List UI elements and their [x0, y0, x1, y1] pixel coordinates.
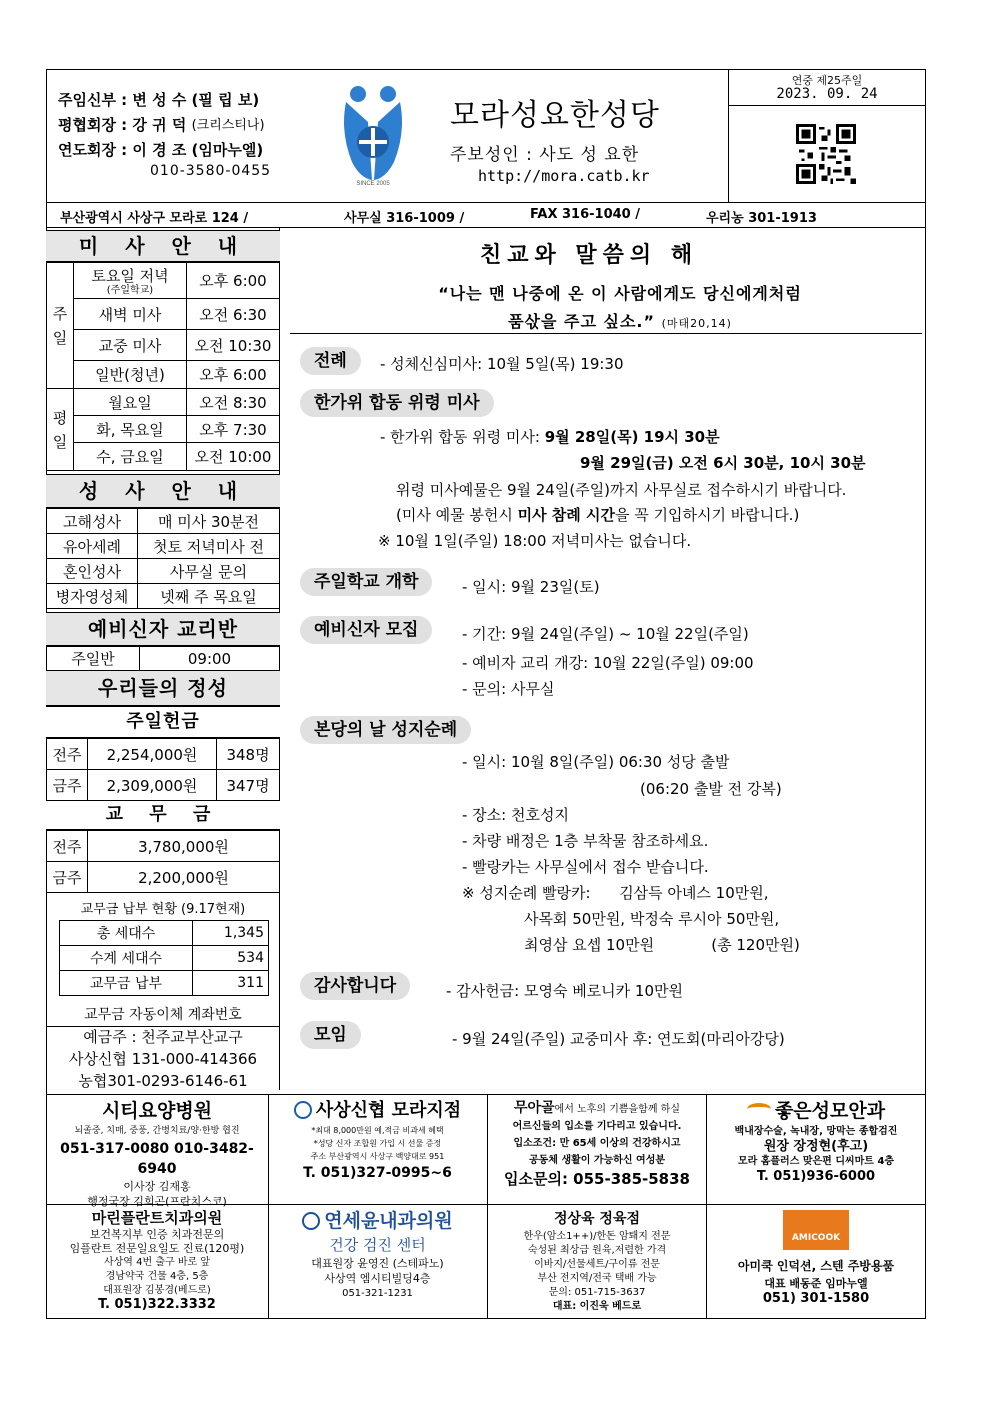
sacrament-value: 첫토 저녁미사 전: [138, 534, 280, 559]
catechumen-class: 주일반: [47, 647, 140, 671]
offering-amount: 2,254,000원: [88, 739, 217, 770]
ad-line: 원장 장정현(후고): [763, 1139, 869, 1154]
credit-union-logo-icon: [294, 1101, 312, 1119]
ad-phone: 문의: 051-715-3637: [548, 1287, 646, 1298]
council-label: 평협회장 :: [58, 116, 128, 134]
clinic-logo-icon: [302, 1212, 320, 1230]
notice-line: - 일시: 10월 8일(주일) 06:30 성당 출발: [462, 753, 730, 771]
sacrament-name: 유아세례: [47, 534, 138, 559]
dues-status-table: [59, 920, 269, 996]
account-2: 농협301-0293-6146-61: [78, 1072, 248, 1090]
ad-line: 행정국장 김희곤(프란치스코): [87, 1195, 227, 1208]
sacraments-title: 성 사 안 내: [46, 474, 280, 508]
office-phone: 사무실 316-1009 /: [344, 211, 465, 226]
notice-line: - 일시: 9월 23일(토): [462, 578, 600, 596]
notice-line: - 기간: 9월 24일(주일) ~ 10월 22일(주일): [462, 625, 749, 643]
catechumen-time: 09:00: [140, 647, 280, 671]
ad-name: 시티요양병원: [101, 1100, 213, 1122]
dues-label: 금주: [47, 862, 88, 893]
phone-number: 010-3580-0455: [150, 163, 272, 179]
notice-line: ※ 성지순례 빨랑카: 김삼득 아녜스 10만원,: [462, 884, 769, 902]
ad-name: 정상육 정육점: [553, 1211, 641, 1227]
notice-line: - 9월 24일(주일) 교중미사 후: 연도회(마리아강당): [452, 1030, 785, 1048]
ad-line: 사상역 4번 출구 바로 앞: [103, 1257, 211, 1268]
address-text: 부산광역시 사상구 모라로 124 /: [60, 211, 249, 226]
sacrament-value: 사무실 문의: [138, 559, 280, 584]
mass-time: 오후 7:30: [187, 416, 280, 443]
sacrament-value: 넷째 주 목요일: [138, 584, 280, 609]
ad-line: 사상역 엠시티빌딩4층: [324, 1272, 431, 1285]
quote-line-1: “나는 맨 나중에 온 이 사람에게도 당신에게처럼: [438, 284, 802, 303]
notice-line: - 차량 배정은 1층 부착물 참조하세요.: [462, 832, 709, 850]
ad-phone: 051-321-1231: [342, 1288, 413, 1299]
ad-name: 무아골: [513, 1100, 555, 1116]
status-label: 수계 세대수: [60, 946, 193, 971]
ad-line: 부산 전지역/전국 택배 가능: [537, 1273, 657, 1284]
pastor-name: 변 성 수 (필 립 보): [132, 91, 260, 109]
notice-line: - 감사헌금: 모영숙 베로니카 10만원: [446, 982, 683, 1000]
offering-amount: 2,309,000원: [88, 770, 217, 801]
sunday-offering-title: 주일헌금: [46, 706, 280, 738]
notice-line: - 예비자 교리 개강: 10월 22일(주일) 09:00: [462, 654, 754, 672]
ad-phone: T. 051)936-6000: [756, 1169, 876, 1184]
mass-time: 오전 8:30: [187, 389, 280, 416]
ad-line: *최대 8,000만원 예,적금 비과세 혜택: [311, 1126, 444, 1135]
notice-title-memorial-mass: 한가위 합동 위령 미사: [300, 389, 494, 417]
ad-line: 건강 검진 센터: [329, 1236, 426, 1254]
ad-line: 한우(암소1++)/한돈 암퇘지 전문: [523, 1231, 671, 1242]
sacrament-name: 고해성사: [47, 509, 138, 534]
notice-title-liturgy: 전례: [300, 347, 361, 375]
offering-count: 347명: [217, 770, 280, 801]
account-title: 교무금 자동이체 계좌번호: [46, 1004, 280, 1027]
ad-eye-clinic: [706, 1098, 926, 1184]
church-logo-icon: [338, 82, 408, 187]
ad-butcher: [488, 1208, 706, 1314]
ad-line: 대표원장 김봉경(베드로): [103, 1285, 211, 1296]
ad-phone: T. 051)322.3332: [98, 1297, 216, 1312]
sacrament-name: 혼인성사: [47, 559, 138, 584]
account-info: [46, 1026, 280, 1092]
notice-line: (06:20 출발 전 강복): [640, 780, 782, 798]
notice-title-pilgrimage: 본당의 날 성지순례: [300, 716, 471, 744]
year-theme-title: 친교와 말씀의 해: [480, 243, 699, 268]
mass-row: 토요일 저녁 (주일학교): [74, 263, 187, 299]
catechumen-table: [46, 646, 280, 671]
mass-title: 미 사 안 내: [46, 230, 280, 262]
ad-internal-clinic: [268, 1208, 487, 1301]
ad-name: 사상신협 모라지점: [268, 1098, 487, 1124]
ad-line: 대표 배동준 임마누엘: [764, 1277, 868, 1290]
ad-phone: T. 051)327-0995~6: [303, 1165, 452, 1181]
sunday-offering-table: [46, 738, 280, 801]
notice-line: - 성체신심미사: 10월 5일(목) 19:30: [380, 355, 624, 373]
ad-line: 임플란트 전문일요일도 진료(120평): [69, 1242, 245, 1255]
ad-line: 어르신들의 입소를 기다리고 있습니다.: [512, 1121, 682, 1132]
header-officers: [58, 88, 318, 163]
dues-status-title: 교무금 납부 현황 (9.17현재): [80, 902, 246, 917]
notice-line: - 빨랑카는 사무실에서 접수 받습니다.: [462, 858, 709, 876]
notice-line: - 장소: 천호성지: [462, 806, 569, 824]
council-name: 강 귀 덕: [132, 116, 187, 134]
notice-line: ※ 10월 1일(주일) 18:00 저녁미사는 없습니다.: [378, 532, 692, 550]
ad-line: 경남약국 건물 4층, 5층: [105, 1271, 209, 1282]
ad-name: 아미쿡 인덕션, 스텐 주방용품: [737, 1259, 895, 1273]
ad-line: 주소 부산광역시 사상구 백양대로 951: [310, 1152, 445, 1161]
ad-line: *성당 신자 조합원 가입 시 선물 증정: [313, 1139, 442, 1148]
mass-row: 교중 미사: [74, 330, 187, 361]
mass-time: 오전 6:30: [187, 299, 280, 330]
dues-table: [46, 830, 280, 893]
status-value: 534: [193, 946, 269, 971]
ad-name: 마린플란트치과의원: [91, 1209, 223, 1227]
address-bar: [46, 202, 926, 228]
liturgical-week: 연중 제25주일: [791, 74, 863, 87]
ad-nursing-home: [488, 1100, 706, 1189]
sacrament-value: 매 미사 30분전: [138, 509, 280, 534]
dues-title: 교 무 금: [46, 800, 280, 830]
church-name: 모라성요한성당: [450, 98, 660, 133]
notice-title-thanks: 감사합니다: [300, 972, 410, 1000]
sunday-label: 주일: [47, 263, 74, 389]
mass-time: 오전 10:30: [187, 330, 280, 361]
ad-line: 이바지/선물세트/구이류 전문: [534, 1259, 660, 1270]
notice-line: 사목회 50만원, 박정숙 루시아 50만원,: [524, 910, 780, 928]
ad-name: 좋은성모안과: [706, 1098, 926, 1124]
patron-saint: 주보성인 : 사도 성 요한: [450, 145, 640, 165]
quote-line-2: 품삯을 주고 싶소.”: [508, 312, 656, 331]
status-label: 교무금 납부: [60, 971, 193, 996]
divider: [290, 333, 922, 334]
ad-line: 대표원장 윤영진 (스테파노): [311, 1257, 444, 1270]
eye-clinic-logo-icon: [747, 1103, 771, 1115]
account-holder: 예금주 : 천주교부산교구: [83, 1028, 243, 1046]
ad-line: 뇌졸중, 치매, 중풍, 간병치료/양·한방 협진: [74, 1126, 240, 1136]
ad-line: 이사장 김재홍: [123, 1180, 191, 1193]
dues-label: 전주: [47, 831, 88, 862]
qr-code-icon[interactable]: [796, 124, 856, 184]
ad-city-hospital: [46, 1098, 268, 1209]
ad-phone: 051-317-0080 010-3482-6940: [60, 1141, 254, 1177]
ad-amicook: [706, 1210, 926, 1306]
notice-title-meeting: 모임: [300, 1021, 361, 1049]
ad-line: 대표: 이진욱 베드로: [552, 1301, 642, 1312]
weekday-label: 평일: [47, 389, 74, 471]
mass-table: [46, 262, 280, 471]
offering-title: 우리들의 정성: [46, 670, 280, 706]
notice-line: 9월 29일(금) 오전 6시 30분, 10시 30분: [580, 454, 866, 472]
ad-dental-clinic: [46, 1208, 268, 1312]
mass-row: 월요일: [74, 389, 187, 416]
catechumen-title: 예비신자 교리반: [46, 612, 280, 646]
ad-line: 공동체 생활이 가능하신 여성분: [528, 1155, 666, 1166]
ad-name: 연세윤내과의원: [268, 1208, 487, 1234]
mass-row: 화, 목요일: [74, 416, 187, 443]
status-value: 1,345: [193, 921, 269, 946]
mass-row: 새벽 미사: [74, 299, 187, 330]
ad-phone: 입소문의: 055-385-5838: [503, 1170, 690, 1188]
council-baptismal: (크리스티나): [191, 118, 265, 133]
ad-line: 입소조건: 만 65세 이상의 건강하시고: [513, 1138, 681, 1149]
notice-line: - 문의: 사무실: [462, 680, 555, 698]
notice-line: 위령 미사예물은 9월 24일(주일)까지 사무실로 접수하시기 바랍니다.: [396, 481, 847, 499]
church-url[interactable]: http://mora.catb.kr: [478, 167, 650, 185]
sacraments-table: [46, 508, 280, 609]
pastor-label: 주임신부 :: [58, 91, 128, 109]
scripture-quote: [380, 280, 860, 338]
status-label: 총 세대수: [60, 921, 193, 946]
offering-label: 전주: [47, 739, 88, 770]
ad-line: 숙성된 최상급 원육,저렴한 가격: [527, 1245, 667, 1256]
fax-number: FAX 316-1040 /: [530, 207, 640, 222]
ad-credit-union: [268, 1098, 487, 1183]
ad-line: 모라 홈플러스 맞은편 디씨마트 4층: [737, 1156, 895, 1167]
mass-row: 수, 금요일: [74, 443, 187, 471]
mass-time: 오후 6:00: [187, 263, 280, 299]
elder-label: 연도회장 :: [58, 141, 128, 159]
logo-caption: SINCE 2005: [356, 181, 390, 187]
dues-amount: 2,200,000원: [88, 862, 280, 893]
status-value: 311: [193, 971, 269, 996]
ad-line: 보건복지부 인증 치과전문의: [89, 1228, 225, 1241]
sacrament-name: 병자영성체: [47, 584, 138, 609]
amicook-logo-icon: AMICOOK: [783, 1210, 849, 1250]
notice-line: (미사 예물 봉헌시 미사 참례 시간을 꼭 기입하시기 바랍니다.): [396, 506, 800, 524]
offering-label: 금주: [47, 770, 88, 801]
quote-reference: (마태20,14): [661, 317, 732, 330]
elder-name: 이 경 조 (임마누엘): [132, 141, 264, 159]
notice-title-catechumen: 예비신자 모집: [300, 616, 432, 644]
ad-line: 백내장수술, 녹내장, 망막는 종합검진: [734, 1126, 898, 1137]
mass-time: 오전 10:00: [187, 443, 280, 471]
mass-time: 오후 6:00: [187, 361, 280, 389]
bulletin-date: 2023. 09. 24: [728, 86, 926, 106]
offering-count: 348명: [217, 739, 280, 770]
notice-line: 최영삼 요셉 10만원 (총 120만원): [524, 936, 800, 954]
ad-phone: 051) 301-1580: [762, 1291, 870, 1306]
dues-amount: 3,780,000원: [88, 831, 280, 862]
ad-line: 에서 노후의 기쁨을함께 하실: [554, 1104, 681, 1115]
notice-title-sunday-school: 주일학교 개학: [300, 568, 432, 596]
account-1: 사상신협 131-000-414366: [68, 1050, 258, 1068]
mass-row: 일반(청년): [74, 361, 187, 389]
notice-line: - 한가위 합동 위령 미사: 9월 28일(목) 19시 30분: [380, 428, 720, 446]
postal-number: 우리농 301-1913: [706, 211, 817, 226]
